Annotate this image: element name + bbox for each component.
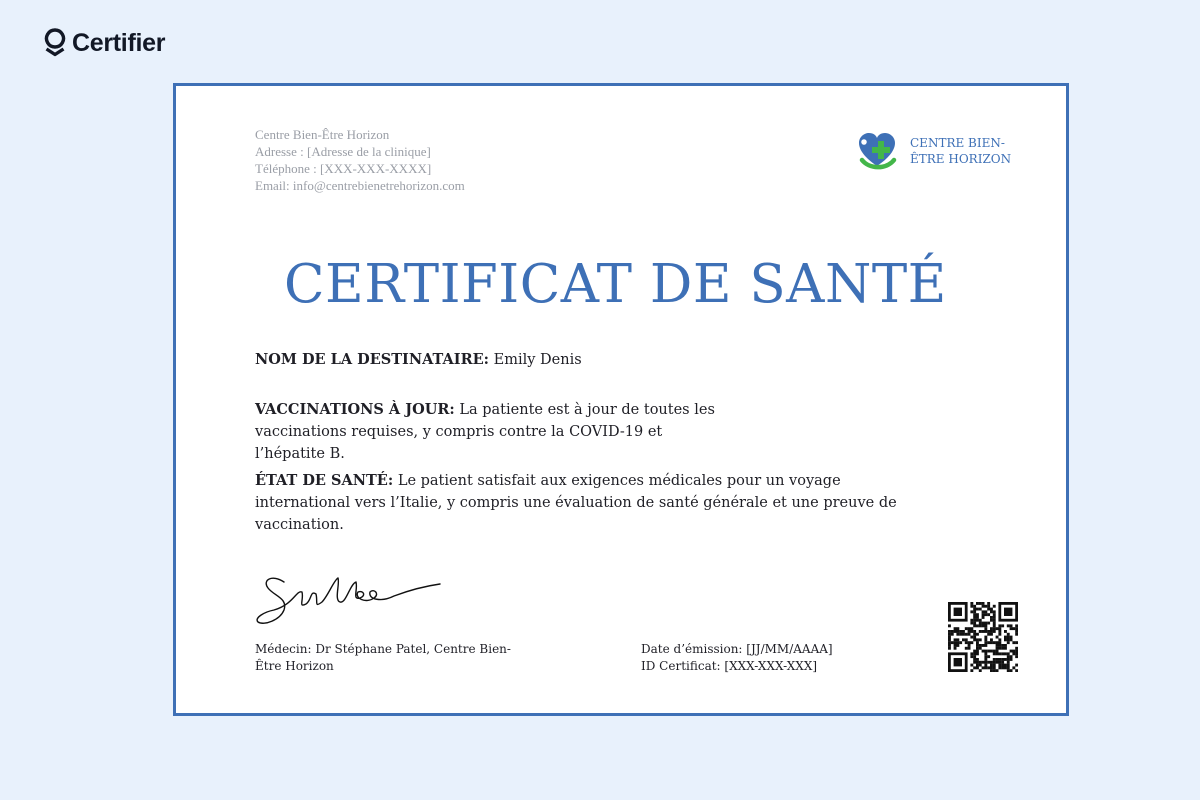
issue-date: Date d’émission: [JJ/MM/AAAA] — [641, 642, 833, 656]
qr-code-icon — [948, 602, 1018, 672]
certifier-logo-icon — [44, 28, 66, 58]
certificate-title: CERTIFICAT DE SANTÉ — [284, 254, 947, 315]
health-status-field — [255, 470, 925, 536]
vaccinations-field — [255, 399, 725, 465]
certificate-id: ID Certificat: [XXX-XXX-XXX] — [641, 659, 818, 673]
health-status-value: Le patient satisfait aux exigences médicales pour un voyage international vers l’Italie, y compris une évaluation de santé générale et une preuve de vaccination. — [255, 473, 897, 533]
doctor-info: Médecin: Dr Stéphane Patel, Centre Bien-Être Horizon — [255, 642, 511, 673]
recipient-label: NOM DE LA DESTINATAIRE: — [255, 351, 490, 368]
recipient-value: Emily Denis — [493, 352, 582, 368]
clinic-contact-info — [255, 126, 465, 194]
vaccinations-label: VACCINATIONS À JOUR: — [255, 401, 455, 418]
clinic-name: Centre Bien-Être Horizon — [255, 127, 390, 142]
vaccinations-value: La patiente est à jour de toutes les vaccinations requises, y compris contre la COVID-19 et l’hépatite B. — [255, 402, 715, 462]
recipient-field — [255, 349, 582, 371]
clinic-logo-line2: ÊTRE HORIZON — [910, 152, 1012, 166]
clinic-logo-line1: CENTRE BIEN- — [910, 136, 1005, 150]
doctor-signature — [254, 570, 444, 630]
heart-medical-cross-icon — [856, 130, 898, 172]
certificate-card — [173, 83, 1069, 716]
certifier-brand — [44, 28, 165, 58]
clinic-logo-text — [910, 135, 1020, 167]
health-status-label: ÉTAT DE SANTÉ: — [255, 472, 394, 489]
clinic-phone: Téléphone : [XXX-XXX-XXXX] — [255, 161, 432, 176]
issue-info — [641, 641, 833, 675]
clinic-logo — [856, 130, 1020, 172]
brand-name: Certifier — [72, 28, 166, 57]
clinic-address: Adresse : [Adresse de la clinique] — [255, 144, 431, 159]
clinic-email: Email: info@centrebienetrehorizon.com — [255, 178, 465, 193]
